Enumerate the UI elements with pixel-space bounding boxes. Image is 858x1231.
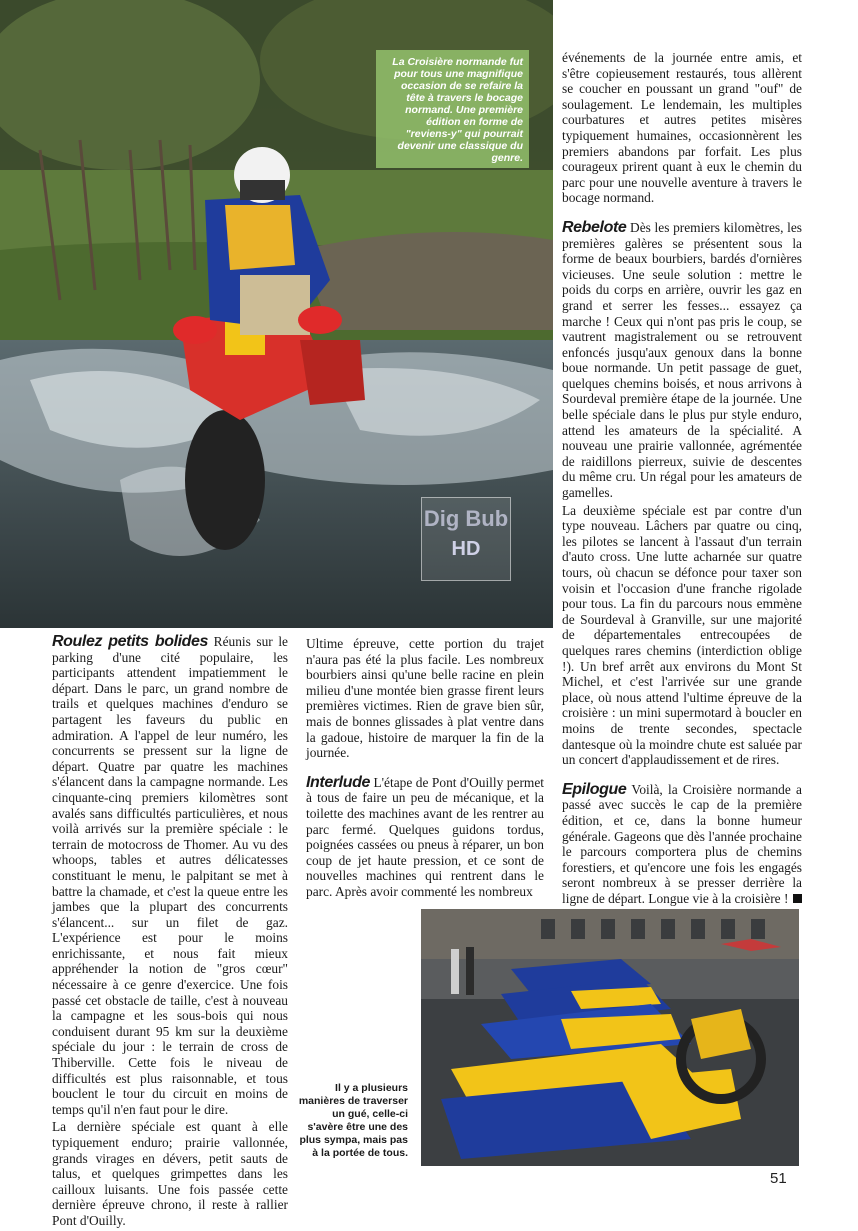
- photo-caption: La Croisière normande fut pour tous une magnifique occasion de se refaire la tête à travers le bocage normand. Une première édition en forme de "reviens-y" qui pourrait devenir une classique du genre.: [376, 50, 529, 168]
- watermark-line1: Dig Bub: [423, 506, 509, 531]
- section-heading-interlude: Interlude: [306, 773, 370, 791]
- page-number: 51: [770, 1170, 787, 1187]
- rebelote-paragraph: [562, 220, 802, 501]
- roulez-paragraph-3: Ultime épreuve, cette portion du trajet n'aura pas été la plus facile. Les nombreux bourbiers ainsi qu'une belle racine en plein milieu d'une montée bien grasse firent leurs premières victimes. Rien de grave bien sûr, mais de bonnes glissades à plat ventre dans la gadoue, histoire de marquer la fin de la journée.: [306, 636, 544, 761]
- interlude-paragraph: [306, 775, 544, 900]
- watermark-line2: HD: [451, 538, 481, 560]
- roulez-paragraph-2: La dernière spéciale est quant à elle typiquement enduro; prairie vallonnée, grands virages en dévers, petit sauts de talus, et quelques grimpettes dans les cailloux luisants. Une fois passée cette dernière épreuve chrono, il reste à rallier Pont d'Ouilly.: [52, 1119, 288, 1228]
- epilogue-paragraph: [562, 782, 802, 907]
- end-of-article-square-icon: [793, 894, 802, 903]
- rebelote-paragraph-2: La deuxième spéciale est par contre d'un type nouveau. Lâchers par quatre ou cinq, les pilotes se lancent à l'assaut d'un terrain d'auto cross. Une lutte acharnée sur quatre tours, où chacun se défonce pour taxer son voisin et l'occasion d'une franche rigolade pour tous. La fin du parcours nous emmène de Sourdeval à Granville, sur une majorité de départementales entrecoupées de quelques rares chemins (interdiction oblige !). Un bref arrêt aux environs du Mont St Michel, et c'est l'arrivée sur une grande place, où nous attend l'ultime épreuve de la croisière : un mini supermotard à boucler en moins de trente secondes, spectacle dantesque où la moindre chute est saluée par un concert d'applaudissement et de rires.: [562, 502, 802, 768]
- epilogue-text: Voilà, la Croisière normande a passé avec succès le cap de la première édition, et ce, dans la bonne humeur générale. Gageons que dès l'année prochaine le parcours comportera plus de chemins forestiers, et qu'encore une fois les engagés seront nombreux à se presser derrière la ligne de départ. Longue vie à la croisière !: [562, 781, 802, 906]
- bottom-photo-caption: Il y a plusieurs manières de traverser un gué, celle-ci s'avère être une des plus sympa, mais pas à la portée de tous.: [298, 1082, 408, 1159]
- continuation-paragraph: événements de la journée entre amis, et s'être copieusement restaurés, tous allèrent se coucher en poussant un grand "ouf" de soulagement. Le lendemain, les multiples courbatures et autres petites misères typiquement humaines, occasionnèrent les premiers abandons par forfait. Les plus courageux prirent quant à eux le chemin du parc pour une nouvelle aventure à travers le bocage normand.: [562, 50, 802, 206]
- bottom-photo-parked-bikes: [421, 909, 799, 1166]
- column-1: [52, 634, 288, 1231]
- interlude-text: L'étape de Pont d'Ouilly permet à tous de faire un peu de mécanique, et la toilette des machines avant de les rentrer au parc fermé. Quelques guidons tordus, poignées cassées ou pneus à réparer, un bon coup de jet haute pression, et ce sont de nouvelles machines qui rentrent dans le parc. Après avoir commenté les nombreux: [306, 774, 544, 899]
- rebelote-text: Dès les premiers kilomètres, les premières galères se présentent sous la forme de beaux bourbiers, bardés d'ornières vicieuses. Une seule solution : mettre le poids du corps en arrière, ouvrir les gaz en grand et serrer les fesses... essayez ça marche ! Ceux qui n'ont pas pris le coup, se vautrent magistralement ou se retrouvent enfoncés jusqu'aux genoux dans la bonne boue normande. Un petit passage de guet, quelques chemins boisés, et nous arrivons à Sourdeval première étape de la journée. Une belle spéciale dans le plus pur style enduro, attend les amateurs de la spécialité. A nouveau une prairie vallonnée, agrémentée de raidillons pierreux, suivie de descentes du même cru. Un régal pour les amateurs de gamelles.: [562, 219, 802, 501]
- column-2: [306, 636, 544, 902]
- section-heading-roulez: Roulez petits bolides: [52, 633, 209, 650]
- roulez-paragraph: [52, 634, 288, 1117]
- column-3: [562, 50, 802, 908]
- section-heading-rebelote: Rebelote: [562, 218, 627, 236]
- roulez-text: Réunis sur le parking d'une cité populaire, les participants attendent impatiemment le départ. Dans le parc, un grand nombre de trails et quelques machines d'enduro se partagent les faveurs du public en admiration. A l'appel de leur numéro, les concurrents se pressent sur la ligne de départ. Quatre par quatre les machines s'élancent dans la campagne normande. Les cinquante-cinq premiers kilomètres sont avalés sans difficultés particulières, et nous voilà arrivés sur la première spéciale : le terrain de motocross de Thomer. Au vu des whoops, tables et autres délicatesses constituant le menu, le palpitant se met à battre la chamade, et c'est la queue entre les jambes que la plupart des concurrents s'élancent... sur un filet de gaz. L'expérience est pour le moins enrichissante, et nous fait mieux appréhender la notion de "gros cœur" nécessaire à ce genre d'exercice. Une fois passé cet obstacle de taille, c'est à nouveau la campagne et les sous-bois qui nous conduisent durant 95 km sur la deuxième spéciale du jour : le terrain de cross de Thiberville. Cette fois le niveau de difficultés est plus raisonnable, et tous bouclent le tour du circuit en moins de temps qu'il n'en faut pour le dire.: [52, 634, 288, 1117]
- section-heading-epilogue: Epilogue: [562, 780, 627, 798]
- watermark-logo: [421, 497, 511, 581]
